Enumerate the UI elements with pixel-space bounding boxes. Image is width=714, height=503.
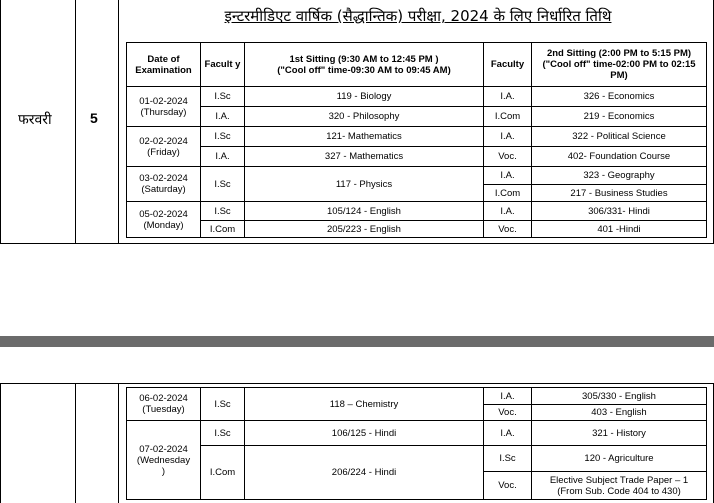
exam-date-cell xyxy=(127,127,201,167)
faculty-cell: I.Sc xyxy=(201,167,245,202)
exam-date-cell xyxy=(127,388,201,421)
row-number: 5 xyxy=(90,110,98,126)
header-faculty-1: Facult y xyxy=(201,43,245,87)
subject-line: Elective Subject Trade Paper – 1 xyxy=(549,474,689,486)
table-row xyxy=(127,127,707,147)
header-date: Date of Examination xyxy=(127,43,201,87)
sitting-1-cooloff: ("Cool off" time-09:30 AM to 09:45 AM) xyxy=(277,64,451,76)
faculty-cell: I.A. xyxy=(484,127,532,147)
faculty-cell: I.Com xyxy=(201,446,245,500)
subject-cell: 206/224 - Hindi xyxy=(245,446,484,500)
faculty-cell: I.A. xyxy=(484,167,532,185)
subject-cell: 106/125 - Hindi xyxy=(245,421,484,446)
exam-day: (Wednesday xyxy=(136,454,191,466)
table-row xyxy=(127,87,707,107)
sitting-2-cooloff: ("Cool off" time-02:00 PM to 02:15 PM) xyxy=(542,59,696,81)
subject-cell: 305/330 - English xyxy=(532,388,707,405)
table-row xyxy=(127,107,707,127)
page-gap xyxy=(0,244,714,383)
page-title: इन्टरमीडिएट वार्षिक (सैद्धान्तिक) परीक्षा, 2024 के लिए निर्धारित तिथि xyxy=(224,7,612,25)
exam-day: (Saturday) xyxy=(141,184,186,195)
exam-date: 07-02-2024 xyxy=(139,443,188,455)
subject-cell: 119 - Biology xyxy=(245,87,484,107)
subject-cell: 219 - Economics xyxy=(532,107,707,127)
schedule-block-2 xyxy=(0,383,714,503)
exam-date: 06-02-2024 xyxy=(139,393,188,404)
faculty-cell: I.A. xyxy=(484,87,532,107)
subject-cell: 306/331- Hindi xyxy=(532,202,707,221)
table-header-row xyxy=(127,43,707,87)
table-row xyxy=(127,167,707,185)
header-faculty-2: Faculty xyxy=(484,43,532,87)
page-break-bar xyxy=(0,336,714,347)
table-row xyxy=(127,147,707,167)
faculty-cell: I.A. xyxy=(201,147,245,167)
exam-date: 05-02-2024 xyxy=(139,208,188,220)
exam-day: (Monday) xyxy=(143,219,184,231)
schedule-block-1 xyxy=(0,0,714,244)
faculty-cell: I.Sc xyxy=(484,446,532,472)
subject-cell: 320 - Philosophy xyxy=(245,107,484,127)
subject-cell: 118 – Chemistry xyxy=(245,388,484,421)
subject-line: (From Sub. Code 404 to 430) xyxy=(557,485,681,497)
subject-cell: 321 - History xyxy=(532,421,707,446)
exam-day: (Friday) xyxy=(147,146,180,158)
subject-cell: 402- Foundation Course xyxy=(532,147,707,167)
header-sitting-1 xyxy=(245,43,484,87)
sitting-1-time: 1st Sitting (9:30 AM to 12:45 PM ) xyxy=(289,53,439,65)
exam-date: 01-02-2024 xyxy=(139,95,188,107)
exam-date-cell xyxy=(127,87,201,127)
faculty-cell: I.A. xyxy=(484,421,532,446)
subject-cell: 120 - Agriculture xyxy=(532,446,707,472)
faculty-cell: I.Com xyxy=(484,107,532,127)
subject-cell: 205/223 - English xyxy=(245,221,484,238)
faculty-cell: Voc. xyxy=(484,405,532,421)
faculty-cell: Voc. xyxy=(484,147,532,167)
exam-date-cell xyxy=(127,167,201,202)
faculty-cell: I.Sc xyxy=(201,421,245,446)
faculty-cell: I.A. xyxy=(201,107,245,127)
subject-cell: 121- Mathematics xyxy=(245,127,484,147)
subject-cell: 403 - English xyxy=(532,405,707,421)
faculty-cell: I.Com xyxy=(484,185,532,202)
exam-schedule-table-continued xyxy=(126,387,707,500)
exam-date-cell xyxy=(127,421,201,500)
subject-cell: 401 -Hindi xyxy=(532,221,707,238)
exam-date-cell xyxy=(127,202,201,238)
faculty-cell: I.Sc xyxy=(201,127,245,147)
faculty-cell: I.Sc xyxy=(201,87,245,107)
faculty-cell: I.Com xyxy=(201,221,245,238)
exam-schedule-table xyxy=(126,42,707,238)
exam-date: 02-02-2024 xyxy=(139,135,188,147)
subject-cell: 117 - Physics xyxy=(245,167,484,202)
subject-cell: 322 - Political Science xyxy=(532,127,707,147)
exam-day-end: ) xyxy=(161,465,166,477)
subject-cell: 327 - Mathematics xyxy=(245,147,484,167)
sitting-2-time: 2nd Sitting (2:00 PM to 5:15 PM) xyxy=(546,48,692,59)
month-label: फरवरी xyxy=(18,112,52,128)
table-row xyxy=(127,221,707,238)
faculty-cell: I.A. xyxy=(484,202,532,221)
subject-cell: 326 - Economics xyxy=(532,87,707,107)
subject-cell xyxy=(532,472,707,500)
faculty-cell: I.A. xyxy=(484,388,532,405)
exam-day: (Thursday) xyxy=(140,106,187,118)
faculty-cell: I.Sc xyxy=(201,202,245,221)
table-row xyxy=(127,421,707,446)
exam-day: (Tuesday) xyxy=(142,404,185,415)
subject-cell: 105/124 - English xyxy=(245,202,484,221)
faculty-cell: Voc. xyxy=(484,472,532,500)
subject-cell: 323 - Geography xyxy=(532,167,707,185)
faculty-cell: I.Sc xyxy=(201,388,245,421)
exam-date: 03-02-2024 xyxy=(139,173,188,184)
table-row xyxy=(127,446,707,472)
table-row xyxy=(127,202,707,221)
table-row xyxy=(127,388,707,405)
subject-cell: 217 - Business Studies xyxy=(532,185,707,202)
faculty-cell: Voc. xyxy=(484,221,532,238)
header-sitting-2 xyxy=(532,43,707,87)
